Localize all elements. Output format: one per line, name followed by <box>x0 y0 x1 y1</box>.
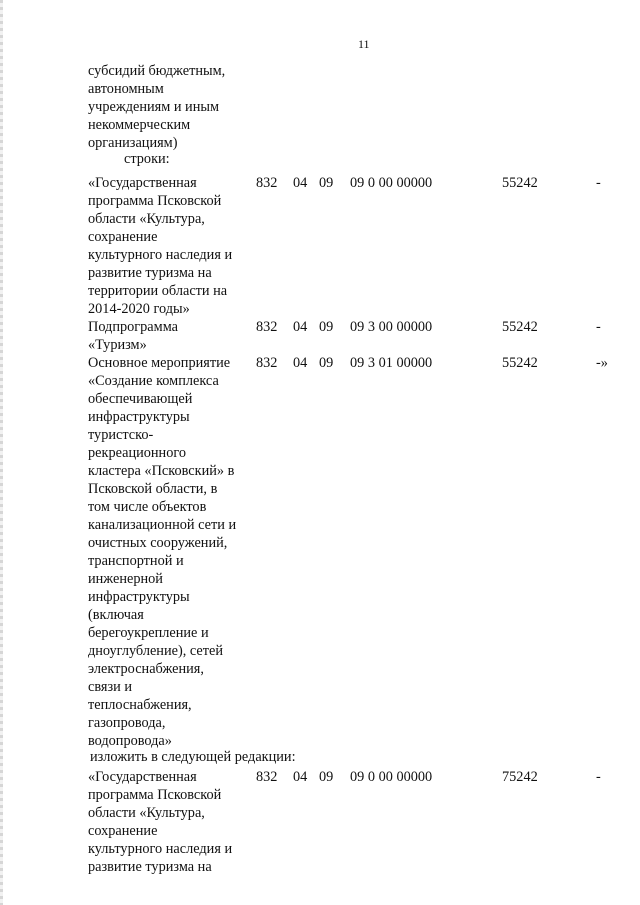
name-line: «Туризм» <box>88 337 147 353</box>
name-line: берегоукрепление и <box>88 625 209 641</box>
name-line: теплоснабжения, <box>88 697 192 713</box>
empty-value-dash: - <box>596 175 601 191</box>
name-line: развитие туризма на <box>88 265 212 281</box>
section-code: 04 <box>293 319 308 335</box>
name-line: том числе объектов <box>88 499 207 515</box>
name-line: электроснабжения, <box>88 661 204 677</box>
name-line: культурного наследия и <box>88 247 233 263</box>
amount-value: 55242 <box>502 355 538 371</box>
name-line: связи и <box>88 679 133 695</box>
name-line: организациям) <box>88 135 178 151</box>
name-line: учреждениям и иным <box>88 99 220 115</box>
empty-value-dash: - <box>596 769 601 785</box>
name-line: Псковской области, в <box>88 481 218 497</box>
name-line: некоммерческим <box>88 117 191 133</box>
name-line: очистных сооружений, <box>88 535 228 551</box>
name-line: инженерной <box>88 571 163 587</box>
name-line: программа Псковской <box>88 787 222 803</box>
target-article-code: 09 3 01 00000 <box>350 355 433 371</box>
name-line: водопровода» <box>88 733 172 749</box>
empty-value-dash: -» <box>596 355 608 371</box>
subsection-code: 09 <box>319 355 334 371</box>
name-line: 2014-2020 годы» <box>88 301 190 317</box>
name-line: Подпрограмма <box>88 319 178 335</box>
scan-edge <box>0 0 3 905</box>
name-line: рекреационного <box>88 445 187 461</box>
name-line: инфраструктуры <box>88 589 190 605</box>
name-line: культурного наследия и <box>88 841 233 857</box>
row-label: изложить в следующей редакции: <box>90 749 296 765</box>
name-line: развитие туризма на <box>88 859 212 875</box>
name-line: Основное мероприятие <box>88 355 231 371</box>
admin-code: 832 <box>256 355 278 371</box>
subsection-code: 09 <box>319 769 334 785</box>
subsection-code: 09 <box>319 319 334 335</box>
name-line: «Государственная <box>88 769 197 785</box>
admin-code: 832 <box>256 175 278 191</box>
section-code: 04 <box>293 175 308 191</box>
name-line: (включая <box>88 607 144 623</box>
admin-code: 832 <box>256 319 278 335</box>
name-line: сохранение <box>88 229 158 245</box>
target-article-code: 09 3 00 00000 <box>350 319 433 335</box>
subsection-code: 09 <box>319 175 334 191</box>
name-line: «Создание комплекса <box>88 373 219 389</box>
target-article-code: 09 0 00 00000 <box>350 769 433 785</box>
name-line: дноуглубление), сетей <box>88 643 223 659</box>
name-line: автономным <box>88 81 164 97</box>
page-number: 11 <box>358 37 370 51</box>
name-line: программа Псковской <box>88 193 222 209</box>
row-label: строки: <box>124 151 170 167</box>
name-line: «Государственная <box>88 175 197 191</box>
amount-value: 55242 <box>502 319 538 335</box>
admin-code: 832 <box>256 769 278 785</box>
name-line: инфраструктуры <box>88 409 190 425</box>
name-line: канализационной сети и <box>88 517 237 533</box>
name-line: области «Культура, <box>88 805 205 821</box>
name-line: территории области на <box>88 283 228 299</box>
name-line: области «Культура, <box>88 211 205 227</box>
name-line: кластера «Псковский» в <box>88 463 235 479</box>
name-line: обеспечивающей <box>88 391 193 407</box>
name-line: сохранение <box>88 823 158 839</box>
name-line: газопровода, <box>88 715 166 731</box>
section-code: 04 <box>293 355 308 371</box>
name-line: субсидий бюджетным, <box>88 63 226 79</box>
name-line: туристско- <box>88 427 154 443</box>
amount-value: 75242 <box>502 769 538 785</box>
target-article-code: 09 0 00 00000 <box>350 175 433 191</box>
empty-value-dash: - <box>596 319 601 335</box>
section-code: 04 <box>293 769 308 785</box>
amount-value: 55242 <box>502 175 538 191</box>
name-line: транспортной и <box>88 553 184 569</box>
